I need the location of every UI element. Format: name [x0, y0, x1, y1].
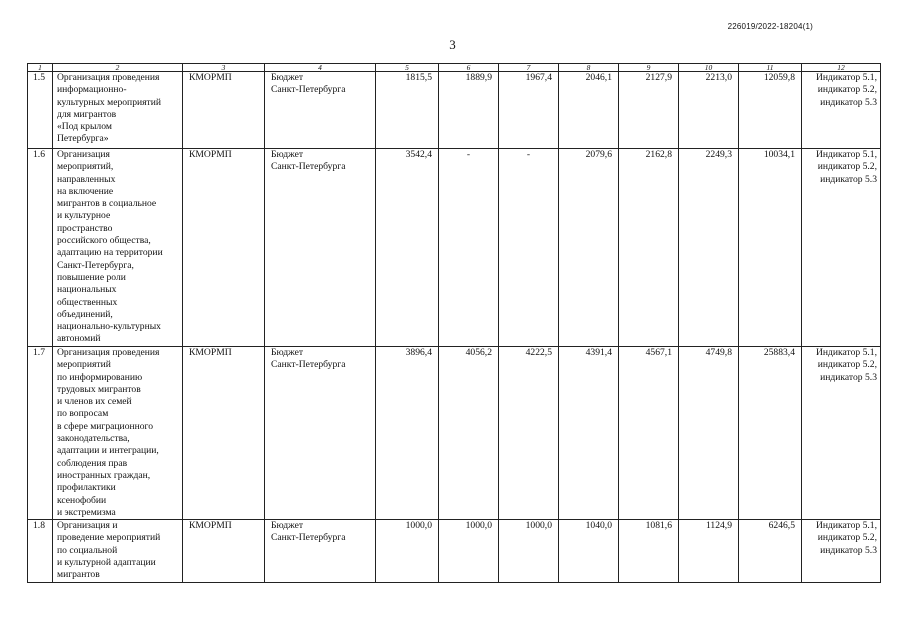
funding-source: Бюджет Санкт-Петербурга — [265, 520, 376, 583]
column-header: 6 — [439, 64, 499, 72]
page-number: 3 — [449, 37, 456, 52]
total-cell: 10034,1 — [739, 149, 802, 347]
table-row — [28, 520, 881, 583]
activity-name: Организация проведения информационно- культурных мероприятий для мигрантов «Под крылом Петербурга» — [53, 72, 183, 149]
column-header: 5 — [376, 64, 439, 72]
column-header: 4 — [265, 64, 376, 72]
program-table — [27, 63, 881, 583]
value-cell: - — [439, 149, 499, 347]
value-cell: 2162,8 — [619, 149, 679, 347]
value-cell: 2079,6 — [559, 149, 619, 347]
value-cell: 4056,2 — [439, 347, 499, 520]
indicators-cell: Индикатор 5.1, индикатор 5.2, индикатор 5.3 — [802, 520, 881, 583]
total-cell: 6246,5 — [739, 520, 802, 583]
funding-source: Бюджет Санкт-Петербурга — [265, 347, 376, 520]
value-cell: 2127,9 — [619, 72, 679, 149]
total-cell: 25883,4 — [739, 347, 802, 520]
value-cell: 3896,4 — [376, 347, 439, 520]
column-header: 3 — [183, 64, 265, 72]
value-cell: 1124,9 — [679, 520, 739, 583]
value-cell: 1000,0 — [376, 520, 439, 583]
executor: КМОРМП — [183, 72, 265, 149]
value-cell: 1040,0 — [559, 520, 619, 583]
value-cell: 1815,5 — [376, 72, 439, 149]
document-number: 226019/2022-18204(1) — [727, 22, 813, 31]
value-cell: 1000,0 — [439, 520, 499, 583]
value-cell: 4749,8 — [679, 347, 739, 520]
column-header: 2 — [53, 64, 183, 72]
table-row — [28, 149, 881, 347]
value-cell: - — [499, 149, 559, 347]
value-cell: 3542,4 — [376, 149, 439, 347]
column-header: 7 — [499, 64, 559, 72]
value-cell: 2046,1 — [559, 72, 619, 149]
row-index: 1.7 — [28, 347, 53, 520]
value-cell: 2213,0 — [679, 72, 739, 149]
column-header: 12 — [802, 64, 881, 72]
table-row — [28, 347, 881, 520]
activity-name: Организация мероприятий, направленных на включение мигрантов в социальное и культурное пространство российского общества, адаптацию на территории Санкт-Петербурга, повышение роли национальных общественных объединений, национально-культурных автономий — [53, 149, 183, 347]
indicators-cell: Индикатор 5.1, индикатор 5.2, индикатор 5.3 — [802, 347, 881, 520]
value-cell: 2249,3 — [679, 149, 739, 347]
total-cell: 12059,8 — [739, 72, 802, 149]
value-cell: 1081,6 — [619, 520, 679, 583]
funding-source: Бюджет Санкт-Петербурга — [265, 72, 376, 149]
value-cell: 4391,4 — [559, 347, 619, 520]
row-index: 1.6 — [28, 149, 53, 347]
column-header: 9 — [619, 64, 679, 72]
indicators-cell: Индикатор 5.1, индикатор 5.2, индикатор 5.3 — [802, 149, 881, 347]
column-header: 11 — [739, 64, 802, 72]
activity-name: Организация и проведение мероприятий по социальной и культурной адаптации мигрантов — [53, 520, 183, 583]
column-header: 8 — [559, 64, 619, 72]
value-cell: 1000,0 — [499, 520, 559, 583]
executor: КМОРМП — [183, 347, 265, 520]
row-index: 1.5 — [28, 72, 53, 149]
column-header: 1 — [28, 64, 53, 72]
funding-source: Бюджет Санкт-Петербурга — [265, 149, 376, 347]
value-cell: 4222,5 — [499, 347, 559, 520]
indicators-cell: Индикатор 5.1, индикатор 5.2, индикатор 5.3 — [802, 72, 881, 149]
table-row — [28, 72, 881, 149]
activity-name: Организация проведения мероприятий по информированию трудовых мигрантов и членов их семей по вопросам в сфере миграционного законодательства, адаптации и интеграции, соблюдения прав иностранных граждан, профилактики ксенофобии и экстремизма — [53, 347, 183, 520]
executor: КМОРМП — [183, 520, 265, 583]
value-cell: 1889,9 — [439, 72, 499, 149]
executor: КМОРМП — [183, 149, 265, 347]
value-cell: 4567,1 — [619, 347, 679, 520]
column-header: 10 — [679, 64, 739, 72]
value-cell: 1967,4 — [499, 72, 559, 149]
column-number-row — [28, 64, 881, 72]
row-index: 1.8 — [28, 520, 53, 583]
